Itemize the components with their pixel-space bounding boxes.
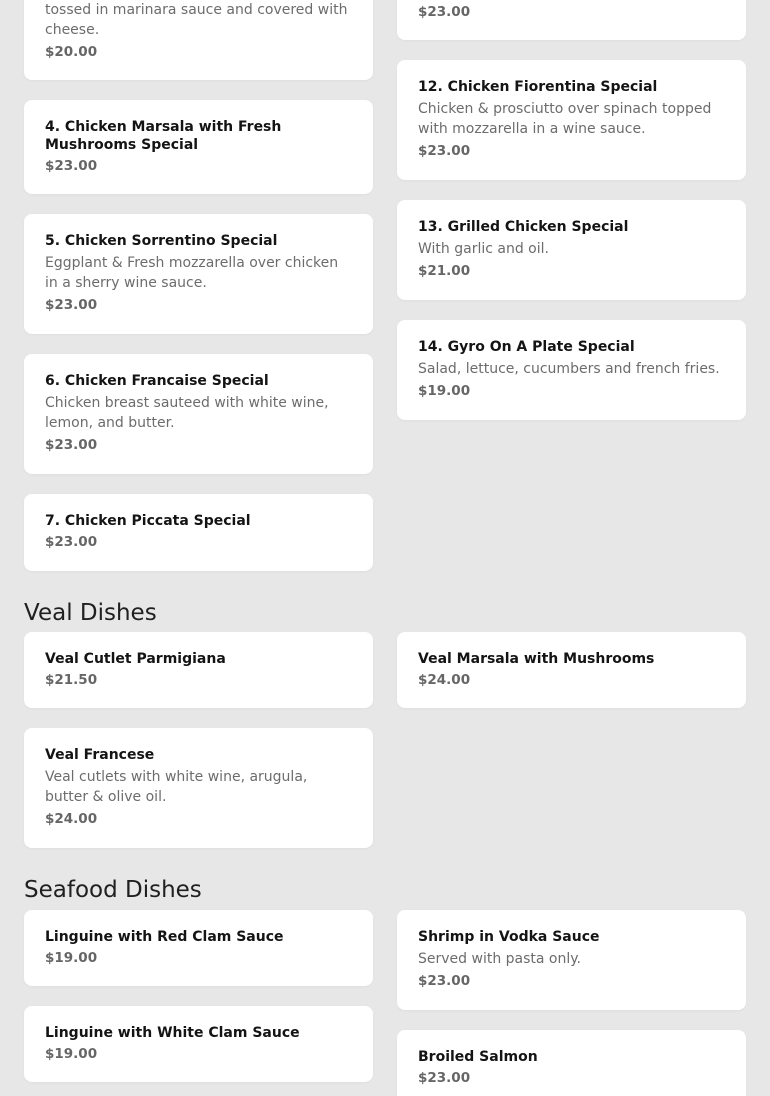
menu-item-card[interactable] <box>24 632 373 708</box>
menu-item-price: $23.00 <box>45 534 98 550</box>
menu-item-name: 14. Gyro On A Plate Special <box>418 339 635 355</box>
menu-item-card[interactable] <box>397 910 746 1010</box>
menu-item-description: With garlic and oil. <box>418 241 549 257</box>
menu-item-description: tossed in marinara sauce and covered with cheese. <box>45 2 348 38</box>
menu-item-price: $24.00 <box>45 811 98 827</box>
menu-item-name: Veal Francese <box>45 747 155 763</box>
menu-item-price: $19.00 <box>45 950 98 966</box>
menu-item-description: Chicken breast sauteed with white wine, lemon, and butter. <box>45 395 329 431</box>
menu-item-card[interactable] <box>24 494 373 571</box>
menu-item-card[interactable] <box>24 214 373 334</box>
section-title-veal: Veal Dishes <box>24 600 157 626</box>
menu-item-card[interactable] <box>397 60 746 180</box>
menu-item-name: 6. Chicken Francaise Special <box>45 373 269 389</box>
menu-item-card[interactable] <box>24 1006 373 1082</box>
menu-item-card[interactable] <box>397 632 746 708</box>
menu-item-price: $20.00 <box>45 44 98 60</box>
menu-item-card[interactable] <box>24 728 373 848</box>
menu-item-name: 7. Chicken Piccata Special <box>45 513 251 529</box>
menu-item-description: Eggplant & Fresh mozzarella over chicken in a sherry wine sauce. <box>45 255 339 291</box>
menu-item-name: Veal Cutlet Parmigiana <box>45 651 226 667</box>
menu-item-name: Linguine with White Clam Sauce <box>45 1025 300 1041</box>
menu-item-card[interactable] <box>24 354 373 474</box>
menu-item-card[interactable] <box>24 100 373 194</box>
menu-item-card[interactable] <box>397 320 746 420</box>
menu-item-card[interactable] <box>397 0 746 40</box>
menu-item-price: $23.00 <box>45 158 98 174</box>
menu-item-price: $19.00 <box>418 383 471 399</box>
menu-item-card[interactable] <box>397 200 746 300</box>
menu-item-name: Shrimp in Vodka Sauce <box>418 929 600 945</box>
menu-item-price: $23.00 <box>418 4 471 20</box>
menu-item-card[interactable] <box>24 910 373 986</box>
menu-item-description: Served with pasta only. <box>418 951 581 967</box>
menu-item-price: $23.00 <box>45 437 98 453</box>
menu-item-card[interactable] <box>24 0 373 80</box>
menu-item-price: $23.00 <box>45 297 98 313</box>
menu-item-price: $21.00 <box>418 263 471 279</box>
menu-item-name: Broiled Salmon <box>418 1049 538 1065</box>
menu-item-price: $24.00 <box>418 672 471 688</box>
menu-item-name: 12. Chicken Fiorentina Special <box>418 79 658 95</box>
menu-item-description: Salad, lettuce, cucumbers and french fries. <box>418 361 720 377</box>
menu-item-description: Veal cutlets with white wine, arugula, butter & olive oil. <box>45 769 308 805</box>
menu-item-price: $21.50 <box>45 672 98 688</box>
menu-item-price: $23.00 <box>418 143 471 159</box>
section-title-seafood: Seafood Dishes <box>24 877 202 903</box>
menu-item-price: $23.00 <box>418 973 471 989</box>
menu-item-description: Chicken & prosciutto over spinach topped with mozzarella in a wine sauce. <box>418 101 712 137</box>
menu-item-name: 13. Grilled Chicken Special <box>418 219 629 235</box>
menu-item-name: 5. Chicken Sorrentino Special <box>45 233 278 249</box>
menu-item-name: 4. Chicken Marsala with Fresh Mushrooms Special <box>45 119 282 153</box>
menu-item-price: $19.00 <box>45 1046 98 1062</box>
menu-item-name: Veal Marsala with Mushrooms <box>418 651 655 667</box>
menu-item-card[interactable] <box>397 1030 746 1096</box>
menu-item-name: Linguine with Red Clam Sauce <box>45 929 284 945</box>
menu-item-price: $23.00 <box>418 1070 471 1086</box>
